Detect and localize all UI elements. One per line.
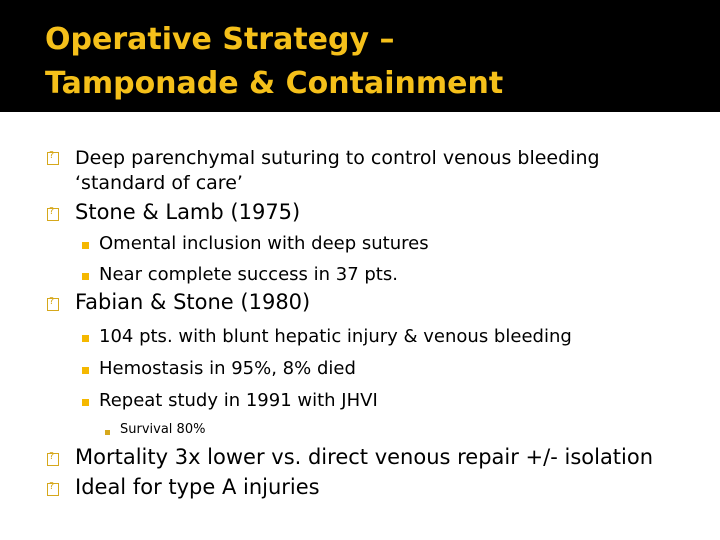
- square-bullet-icon: [82, 273, 89, 280]
- square-bullet-icon: [82, 399, 89, 406]
- title-line-1: Operative Strategy –: [45, 22, 395, 57]
- bullet-2: Stone & Lamb (1975): [75, 200, 301, 224]
- square-bullet-icon: [82, 335, 89, 342]
- bullet-3-sub-2: Hemostasis in 95%, 8% died: [99, 358, 356, 379]
- box-bullet-icon: [47, 152, 59, 165]
- bullet-3: Fabian & Stone (1980): [75, 290, 311, 314]
- box-bullet-icon: [47, 208, 59, 221]
- square-bullet-icon: [82, 242, 89, 249]
- box-bullet-icon: [47, 453, 59, 466]
- box-bullet-icon: [47, 298, 59, 311]
- bullet-3-sub-1: 104 pts. with blunt hepatic injury & venous bleeding: [99, 326, 572, 347]
- bullet-4: Mortality 3x lower vs. direct venous repair +/- isolation: [75, 445, 654, 469]
- box-bullet-icon: [47, 483, 59, 496]
- title-bar: [0, 0, 720, 112]
- small-square-bullet-icon: [105, 430, 110, 435]
- bullet-2-sub-2: Near complete success in 37 pts.: [99, 264, 398, 285]
- bullet-3-subsub-1: Survival 80%: [120, 422, 206, 437]
- bullet-1-line-2: ‘standard of care’: [75, 172, 243, 194]
- square-bullet-icon: [82, 367, 89, 374]
- bullet-3-sub-3: Repeat study in 1991 with JHVI: [99, 390, 378, 411]
- slide-title: [45, 18, 503, 106]
- bullet-2-sub-1: Omental inclusion with deep sutures: [99, 233, 429, 254]
- bullet-1-line-1: Deep parenchymal suturing to control venous bleeding: [75, 147, 600, 169]
- title-line-2: Tamponade & Containment: [45, 66, 504, 101]
- slide-body: [0, 112, 720, 540]
- bullet-5: Ideal for type A injuries: [75, 475, 320, 499]
